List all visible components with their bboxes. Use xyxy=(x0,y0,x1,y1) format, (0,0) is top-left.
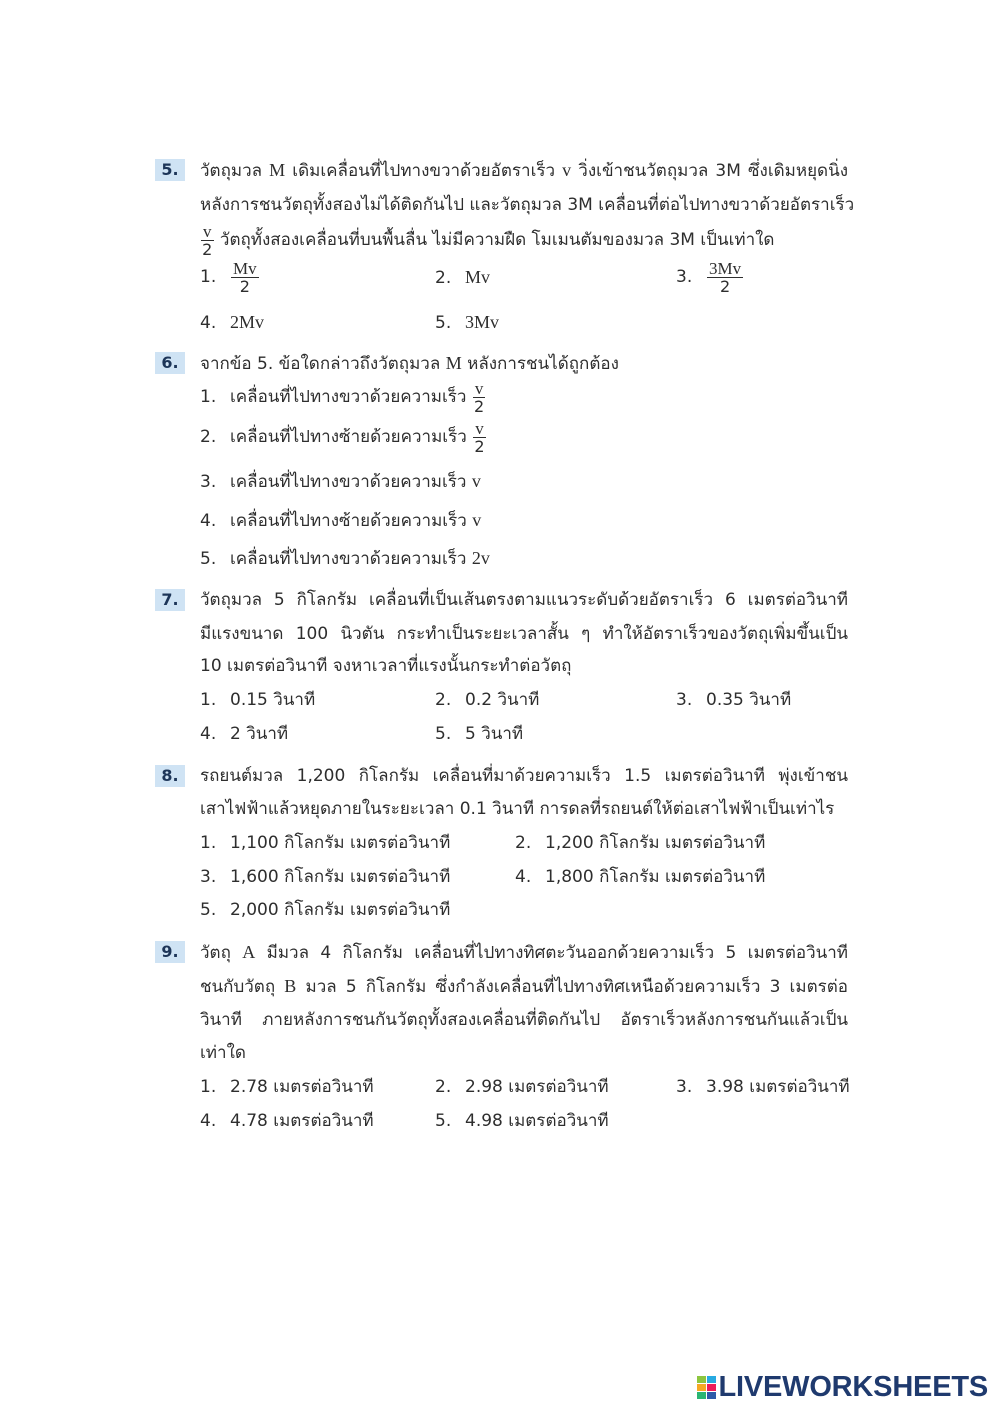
choice-number: 2. xyxy=(200,427,217,447)
fraction xyxy=(473,378,486,416)
fraction xyxy=(201,221,214,259)
question-8-choice-4 xyxy=(515,860,765,894)
choice-number: 4. xyxy=(200,313,217,333)
fraction xyxy=(707,258,743,296)
question-9-line-2 xyxy=(200,969,848,1003)
question-9-choice-4 xyxy=(200,1104,374,1138)
logo-icon-block xyxy=(707,1376,716,1383)
question-8-line-2: เสาไฟฟ้าแล้วหยุดภายในระยะเวลา 0.1 วินาที การดลที่รถยนต์ให้ต่อเสาไฟฟ้าเป็นเท่าไร xyxy=(200,799,835,819)
choice-value: 4.78 เมตรต่อวินาที xyxy=(230,1111,374,1131)
question-text: จากข้อ 5. ข้อใดกล่าวถึงวัตถุมวล xyxy=(200,354,441,374)
question-5-line-3 xyxy=(200,220,774,260)
fraction-denominator: 2 xyxy=(474,436,485,456)
question-text: เดิมเคลื่อนที่ไปทางขวาด้วยอัตราเร็ว xyxy=(292,161,556,181)
question-7-choice-3 xyxy=(676,683,791,717)
question-9-choice-3 xyxy=(676,1070,850,1104)
choice-number: 4. xyxy=(515,867,532,887)
fraction-denominator: 2 xyxy=(239,276,250,296)
question-9-choice-5 xyxy=(435,1104,609,1138)
choice-value: 2.98 เมตรต่อวินาที xyxy=(465,1077,609,1097)
question-7-choice-1 xyxy=(200,683,315,717)
choice-number: 5. xyxy=(200,900,217,920)
choice-text: เคลื่อนที่ไปทางซ้ายด้วยความเร็ว xyxy=(230,511,467,531)
question-5-choice-1 xyxy=(200,260,260,294)
choice-value: 5 วินาที xyxy=(465,724,524,744)
choice-number: 5. xyxy=(435,1111,452,1131)
liveworksheets-logo-icon xyxy=(697,1376,716,1399)
logo-icon-block xyxy=(697,1384,706,1391)
question-text: ชนกับวัตถุ xyxy=(200,977,276,997)
question-5-choice-2 xyxy=(435,260,490,294)
question-8-choice-3 xyxy=(200,860,450,894)
choice-value: 4.98 เมตรต่อวินาที xyxy=(465,1111,609,1131)
choice-number: 5. xyxy=(200,549,217,569)
choice-number: 3. xyxy=(676,690,693,710)
choice-number: 1. xyxy=(200,690,217,710)
question-8-choice-2 xyxy=(515,826,765,860)
choice-number: 3. xyxy=(200,472,217,492)
fraction-denominator: 2 xyxy=(202,239,213,259)
question-7-choice-4 xyxy=(200,717,288,751)
question-6-choice-5 xyxy=(200,541,490,575)
question-6-line-1 xyxy=(200,346,619,380)
choice-number: 2. xyxy=(435,690,452,710)
choice-number: 4. xyxy=(200,1111,217,1131)
question-6-choice-1 xyxy=(200,380,486,414)
fraction-numerator: 3Mv xyxy=(709,258,742,278)
question-9-choice-2 xyxy=(435,1070,609,1104)
choice-number: 4. xyxy=(200,511,217,531)
choice-text: เคลื่อนที่ไปทางขวาด้วยความเร็ว xyxy=(230,387,467,407)
question-text: มวล 5 กิโลกรัม ซึ่งกำลังเคลื่อนที่ไปทางทิศเหนือด้วยความเร็ว 3 เมตรต่อ xyxy=(305,977,848,997)
question-7-line-2: มีแรงขนาด 100 นิวตัน กระทำเป็นระยะเวลาสั้น ๆ ทำให้อัตราเร็วของวัตถุเพิ่มขึ้นเป็น xyxy=(200,624,848,644)
question-7-choice-5 xyxy=(435,717,523,751)
question-text: วิ่งเข้าชนวัตถุมวล 3M ซึ่งเดิมหยุดนิ่ง xyxy=(578,161,849,181)
choice-value: 3.98 เมตรต่อวินาที xyxy=(706,1077,850,1097)
question-7-line-3: 10 เมตรต่อวินาที จงหาเวลาที่แรงนั้นกระทำต่อวัตถุ xyxy=(200,656,572,676)
question-8-choice-1 xyxy=(200,826,450,860)
question-8-choice-5 xyxy=(200,893,450,927)
question-6-choice-2 xyxy=(200,420,487,454)
question-9-line-4: เท่าใด xyxy=(200,1043,246,1063)
choice-number: 2. xyxy=(435,1077,452,1097)
choice-number: 1. xyxy=(200,387,217,407)
question-7-line-1: วัตถุมวล 5 กิโลกรัม เคลื่อนที่เป็นเส้นตรงตามแนวระดับด้วยอัตราเร็ว 6 เมตรต่อวินาที xyxy=(200,590,848,610)
question-5-number-badge: 5. xyxy=(155,159,185,181)
math-variable: B xyxy=(284,976,297,996)
question-7-number-badge: 7. xyxy=(155,589,185,611)
choice-value: v xyxy=(471,471,481,491)
choice-value: 1,200 กิโลกรัม เมตรต่อวินาที xyxy=(545,833,766,853)
choice-value: 2v xyxy=(471,548,490,568)
question-text: มีมวล 4 กิโลกรัม เคลื่อนที่ไปทางทิศตะวันออกด้วยความเร็ว 5 เมตรต่อวินาที xyxy=(266,943,849,963)
question-9-choice-1 xyxy=(200,1070,374,1104)
question-7-choice-2 xyxy=(435,683,539,717)
choice-number: 1. xyxy=(200,833,217,853)
fraction xyxy=(231,258,259,296)
question-5-choice-5 xyxy=(435,305,499,339)
choice-value: 2,000 กิโลกรัม เมตรต่อวินาที xyxy=(230,900,451,920)
math-variable: M xyxy=(445,353,462,373)
fraction-denominator: 2 xyxy=(474,396,485,416)
choice-value: 2.78 เมตรต่อวินาที xyxy=(230,1077,374,1097)
choice-number: 3. xyxy=(676,1077,693,1097)
logo-icon-block xyxy=(707,1384,716,1391)
question-6-number-badge: 6. xyxy=(155,352,185,374)
math-variable: A xyxy=(242,942,256,962)
question-5-choice-3 xyxy=(676,260,744,294)
choice-number: 3. xyxy=(676,267,693,287)
logo-icon-block xyxy=(697,1376,706,1383)
choice-value: 1,800 กิโลกรัม เมตรต่อวินาที xyxy=(545,867,766,887)
fraction-numerator: Mv xyxy=(233,258,257,278)
choice-number: 1. xyxy=(200,267,217,287)
choice-number: 4. xyxy=(200,724,217,744)
question-text: วัตถุทั้งสองเคลื่อนที่บนพื้นลื่น ไม่มีความฝืด โมเมนตัมของมวล 3M เป็นเท่าใด xyxy=(219,230,775,250)
fraction xyxy=(473,418,486,456)
liveworksheets-logo[interactable] xyxy=(697,1370,989,1404)
fraction-numerator: v xyxy=(203,221,212,241)
question-9-line-1 xyxy=(200,935,848,969)
math-variable: v xyxy=(562,160,572,180)
question-5-line-2: หลังการชนวัตถุทั้งสองไม่ได้ติดกันไป และวัตถุมวล 3M เคลื่อนที่ต่อไปทางขวาด้วยอัตราเร็ว xyxy=(200,195,855,215)
question-text: วัตถุ xyxy=(200,943,231,963)
choice-value: Mv xyxy=(465,267,491,287)
choice-value: 2Mv xyxy=(230,312,265,332)
choice-number: 5. xyxy=(435,724,452,744)
question-9-number-badge: 9. xyxy=(155,941,185,963)
question-9-line-3: วินาที ภายหลังการชนกันวัตถุทั้งสองเคลื่อนที่ติดกันไป อัตราเร็วหลังการชนกันแล้วเป็น xyxy=(200,1010,848,1030)
choice-value: 0.35 วินาที xyxy=(706,690,792,710)
fraction-denominator: 2 xyxy=(719,276,731,296)
choice-value: v xyxy=(472,510,482,530)
logo-icon-block xyxy=(707,1392,716,1399)
choice-number: 2. xyxy=(435,268,452,288)
question-text: หลังการชนได้ถูกต้อง xyxy=(467,354,619,374)
fraction-numerator: v xyxy=(475,418,484,438)
choice-value: 1,100 กิโลกรัม เมตรต่อวินาที xyxy=(230,833,451,853)
choice-text: เคลื่อนที่ไปทางขวาด้วยความเร็ว xyxy=(230,472,467,492)
question-8-number-badge: 8. xyxy=(155,765,185,787)
question-5-line-1 xyxy=(200,153,848,187)
question-5-choice-4 xyxy=(200,305,264,339)
choice-value: 2 วินาที xyxy=(230,724,289,744)
question-6-choice-4 xyxy=(200,503,481,537)
choice-value: 3Mv xyxy=(465,312,500,332)
choice-value: 0.15 วินาที xyxy=(230,690,316,710)
liveworksheets-brand-text: LIVEWORKSHEETS xyxy=(718,1371,988,1403)
choice-number: 1. xyxy=(200,1077,217,1097)
logo-icon-block xyxy=(697,1392,706,1399)
math-variable: M xyxy=(269,160,286,180)
choice-number: 2. xyxy=(515,833,532,853)
choice-number: 3. xyxy=(200,867,217,887)
choice-text: เคลื่อนที่ไปทางซ้ายด้วยความเร็ว xyxy=(230,427,467,447)
choice-text: เคลื่อนที่ไปทางขวาด้วยความเร็ว xyxy=(230,549,467,569)
choice-value: 1,600 กิโลกรัม เมตรต่อวินาที xyxy=(230,867,451,887)
fraction-numerator: v xyxy=(474,378,484,398)
question-text: วัตถุมวล xyxy=(200,161,263,181)
choice-number: 5. xyxy=(435,313,452,333)
question-6-choice-3 xyxy=(200,464,481,498)
choice-value: 0.2 วินาที xyxy=(465,690,540,710)
question-8-line-1: รถยนต์มวล 1,200 กิโลกรัม เคลื่อนที่มาด้วยความเร็ว 1.5 เมตรต่อวินาที พุ่งเข้าชน xyxy=(200,766,848,786)
